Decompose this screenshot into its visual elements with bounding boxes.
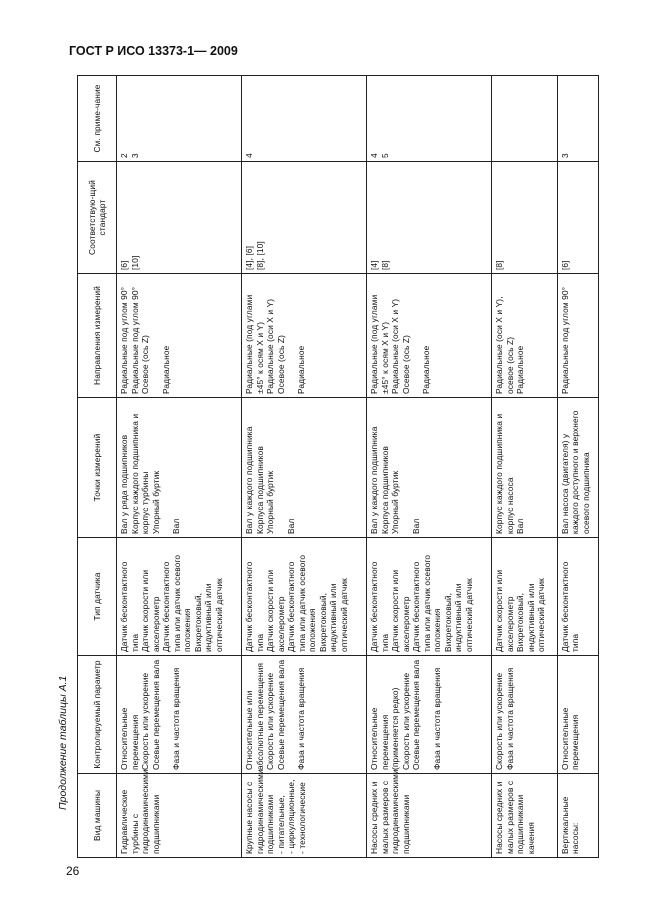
note-cell — [557, 76, 599, 162]
cell-line: Упорный буртик — [390, 470, 401, 534]
cell-line: Корпус каждого подшипника и корпус насоса — [494, 413, 515, 534]
table-header-row — [78, 76, 117, 858]
cell-line: Вал — [285, 518, 296, 534]
cell-line: 2 — [119, 153, 129, 158]
cell-line: Скорость или ускорение — [494, 672, 505, 770]
sensor-type-cell — [242, 538, 367, 656]
cell-line: Осевые перемещения вала — [411, 659, 422, 770]
direction-cell — [557, 274, 599, 398]
cell-line: Радиальные (оси X и Y) — [265, 298, 276, 394]
cell-line: Вал — [515, 518, 526, 534]
machine-type-cell: Насосы средних и малых размеров с гидродинамическими подшипниками — [367, 774, 492, 858]
cell-line: Датчик бесконтактного типа — [119, 561, 140, 652]
cell-line: Радиальные (оси X и Y) — [390, 298, 401, 394]
measurement-point-cell — [492, 398, 557, 538]
cell-line: Фаза и частота вращения — [171, 667, 181, 770]
standard-cell — [117, 162, 242, 274]
table-continuation-caption: Продолжение таблицы А.1 — [57, 675, 69, 810]
table-row — [557, 76, 599, 858]
cell-line: Корпус каждого подшипника и корпус турбины — [129, 413, 150, 534]
standard-cell — [492, 162, 557, 274]
direction-cell — [117, 274, 242, 398]
cell-line: Вал насоса (двигателя) у каждого доступного и верхнего осевого подшипника — [559, 410, 591, 534]
cell-line: Относительные перемещения — [119, 707, 140, 770]
note-cell — [242, 76, 367, 162]
sensor-type-cell — [117, 538, 242, 656]
cell-line: Вихретоковый, индуктивный или оптический датчик — [317, 578, 349, 652]
cell-line: [6] — [119, 260, 129, 270]
cell-line: 3 — [129, 153, 140, 158]
cell-line: [8] — [494, 260, 505, 270]
column-header: Контролируемый параметр — [78, 656, 117, 774]
measurement-point-cell — [557, 398, 599, 538]
measurement-point-cell — [367, 398, 492, 538]
cell-line: Корпуса подшипников — [379, 446, 390, 534]
document-header: ГОСТ Р ИСО 13373-1— 2009 — [69, 44, 238, 58]
machine-type-cell: Гидравлические турбины с гидродинамическими подшипниками — [117, 774, 242, 858]
cell-line: [10] — [129, 255, 140, 270]
note-cell — [367, 76, 492, 162]
note-cell — [492, 76, 557, 162]
cell-line: Радиальное — [421, 345, 432, 394]
cell-line: Вихретоковый, индуктивный или оптический датчик — [192, 578, 224, 652]
cell-line: Осевые перемещения вала — [150, 659, 161, 770]
cell-line: Фаза и частота вращения — [296, 667, 307, 770]
direction-cell — [492, 274, 557, 398]
machine-type-cell: Крупные насосы с гидродинамическими подшипниками - питательные, - циркуляционные, - технологические — [242, 774, 367, 858]
cell-line: Радиальные (под углами ±45° к осям X и Y) — [369, 294, 390, 394]
cell-line: [4] — [369, 260, 380, 270]
cell-line: Вихретоковый, индуктивный или оптический датчик — [515, 578, 547, 652]
table-row — [242, 76, 367, 858]
cell-line: [8] — [379, 260, 390, 270]
parameter-cell — [557, 656, 599, 774]
direction-cell — [367, 274, 492, 398]
cell-line: 5 — [379, 153, 390, 158]
cell-line: Осевое (ось Z) — [400, 335, 411, 394]
cell-line: Корпуса подшипников — [254, 446, 265, 534]
cell-line: Датчик бесконтактного типа или датчик осевого положения — [411, 554, 443, 652]
cell-line: Радиальное — [296, 345, 307, 394]
cell-line: Вал — [171, 518, 181, 534]
table-row — [492, 76, 557, 858]
standard-cell — [242, 162, 367, 274]
cell-line: Скорость или ускорение — [265, 672, 276, 770]
cell-line: Датчик бесконтактного типа — [559, 561, 580, 652]
cell-line: Радиальное — [160, 345, 171, 394]
parameter-cell — [492, 656, 557, 774]
sensor-type-cell — [557, 538, 599, 656]
cell-line: Датчик скорости или акселерометр — [140, 569, 161, 652]
cell-line: Датчик бесконтактного типа или датчик осевого положения — [161, 554, 192, 652]
measurement-point-cell — [242, 398, 367, 538]
machine-type-cell: Вертикальные насосы: — [557, 774, 599, 858]
column-header: Точки измерений — [78, 398, 117, 538]
rotated-table-area — [77, 76, 599, 858]
cell-line: [6] — [559, 260, 570, 270]
cell-line: Датчик скорости или акселерометр — [265, 569, 286, 652]
cell-line: Радиальные (оси X и Y), осевое (ось Z) — [494, 296, 515, 394]
column-header: Вид машины — [78, 774, 117, 858]
cell-line: Радиальные (под углами ±45° к осям X и Y) — [244, 294, 265, 394]
cell-line: Радиальные под углом 90° — [559, 286, 570, 394]
cell-line: 4 — [369, 153, 380, 158]
cell-line: Датчик скорости или акселерометр — [390, 569, 411, 652]
column-header: См. приме-чание — [78, 76, 117, 162]
cell-line: 4 — [244, 153, 255, 158]
cell-line: Датчик скорости или акселерометр — [494, 569, 515, 652]
cell-line: 3 — [559, 153, 570, 158]
cell-line: Упорный буртик — [150, 470, 161, 534]
machine-type-cell: Насосы средних и малых размеров с подшипниками качения — [492, 774, 557, 858]
table-row — [117, 76, 242, 858]
cell-line: Фаза и частота вращения — [431, 667, 442, 770]
sensor-type-cell — [492, 538, 557, 656]
cell-line: [4], [6] — [244, 245, 255, 270]
cell-line: Вихретоковый, индуктивный или оптический датчик — [442, 578, 474, 652]
cell-line: Скорость или ускорение — [400, 672, 411, 770]
cell-line: Вал у каждого подшипника — [244, 426, 255, 534]
cell-line: Относительные или абсолютные перемещения — [244, 663, 265, 770]
cell-line: Вал у ряда подшипников — [119, 434, 129, 534]
cell-line: [8], [10] — [254, 241, 265, 270]
cell-line: Радиальное — [515, 345, 526, 394]
parameter-cell — [117, 656, 242, 774]
cell-line: Осевые перемещения вала — [275, 659, 286, 770]
machine-monitoring-table — [77, 75, 599, 858]
standard-cell — [557, 162, 599, 274]
parameter-cell — [242, 656, 367, 774]
cell-line: Датчик бесконтактного типа или датчик осевого положения — [286, 554, 318, 652]
cell-line: Осевое (ось Z) — [275, 335, 286, 394]
column-header: Соответствую-щий стандарт — [78, 162, 117, 274]
standard-cell — [367, 162, 492, 274]
cell-line: Радиальные под углом 90° — [129, 286, 140, 394]
column-header: Тип датчика — [78, 538, 117, 656]
cell-line: Датчик бесконтактного типа — [244, 561, 265, 652]
column-header: Направления измерений — [78, 274, 117, 398]
direction-cell — [242, 274, 367, 398]
measurement-point-cell — [117, 398, 242, 538]
page-number: 26 — [66, 864, 80, 878]
cell-line: Радиальные под углом 90° — [119, 286, 129, 394]
note-cell — [117, 76, 242, 162]
sensor-type-cell — [367, 538, 492, 656]
cell-line: Датчик бесконтактного типа — [369, 561, 390, 652]
cell-line: Относительные перемещения — [559, 707, 580, 770]
cell-line: Скорость или ускорение — [140, 672, 150, 770]
cell-line: Вал — [410, 518, 421, 534]
table-row — [367, 76, 492, 858]
parameter-cell — [367, 656, 492, 774]
cell-line: Вал у каждого подшипника — [369, 426, 380, 534]
cell-line: Осевое (ось Z) — [140, 335, 150, 394]
cell-line: Фаза и частота вращения — [504, 667, 515, 770]
cell-line: Упорный буртик — [265, 470, 276, 534]
cell-line: Относительные перемещения (применяется редко) — [369, 687, 401, 770]
